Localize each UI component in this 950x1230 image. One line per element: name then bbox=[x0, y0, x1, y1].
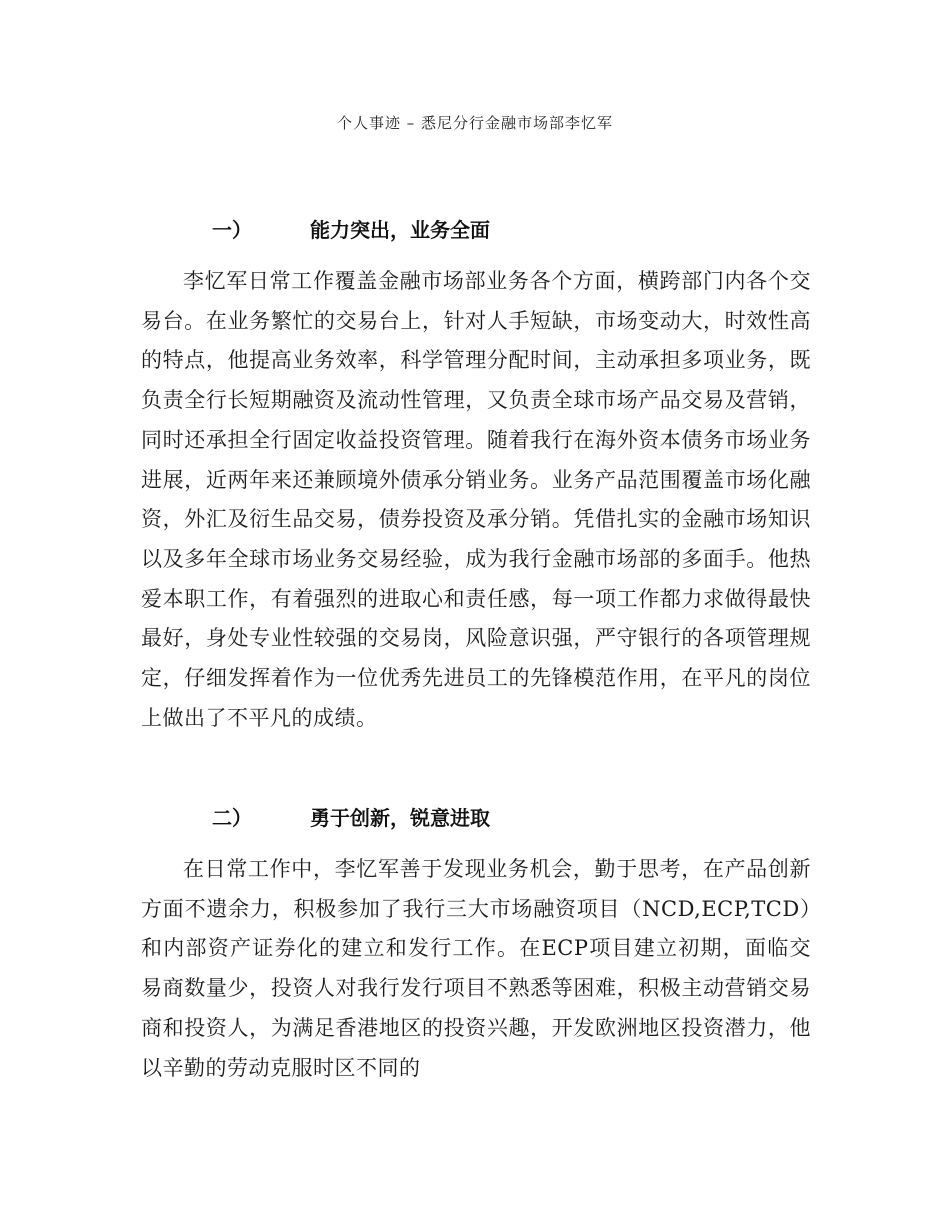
section-title: 能力突出，业务全面 bbox=[310, 218, 490, 242]
section-number: 二） bbox=[212, 806, 252, 830]
section-heading-2 bbox=[212, 802, 490, 831]
section-paragraph-2: 在日常工作中，李忆军善于发现业务机会，勤于思考，在产品创新方面不遗余力，积极参加了我行三大市场融资项目（NCD,ECP,TCD）和内部资产证券化的建立和发行工作。在ECP项目建立初期，面临交易商数量少，投资人对我行发行项目不熟悉等困难，积极主动营销交易商和投资人，为满足香港地区的投资兴趣，开发欧洲地区投资潜力，他以辛勤的劳动克服时区不同的 bbox=[141, 857, 811, 1080]
section-title: 勇于创新，锐意进取 bbox=[310, 806, 490, 830]
section-heading-1 bbox=[212, 214, 490, 243]
section-number: 一） bbox=[212, 218, 252, 242]
section-paragraph-1: 李忆军日常工作覆盖金融市场部业务各个方面，横跨部门内各个交易台。在业务繁忙的交易台上，针对人手短缺，市场变动大，时效性高的特点，他提高业务效率，科学管理分配时间，主动承担多项业务，既负责全行长短期融资及流动性管理，又负责全球市场产品交易及营销，同时还承担全行固定收益投资管理。随着我行在海外资本债务市场业务进展，近两年来还兼顾境外债承分销业务。业务产品范围覆盖市场化融资，外汇及衍生品交易，债券投资及承分销。凭借扎实的金融市场知识以及多年全球市场业务交易经验，成为我行金融市场部的多面手。他热爱本职工作，有着强烈的进取心和责任感，每一项工作都力求做得最快最好，身处专业性较强的交易岗，风险意识强，严守银行的各项管理规定，仔细发挥着作为一位优秀先进员工的先锋模范作用，在平凡的岗位上做出了不平凡的成绩。 bbox=[141, 269, 811, 730]
page-header: 个人事迹 – 悉尼分行金融市场部李忆军 bbox=[336, 114, 614, 132]
